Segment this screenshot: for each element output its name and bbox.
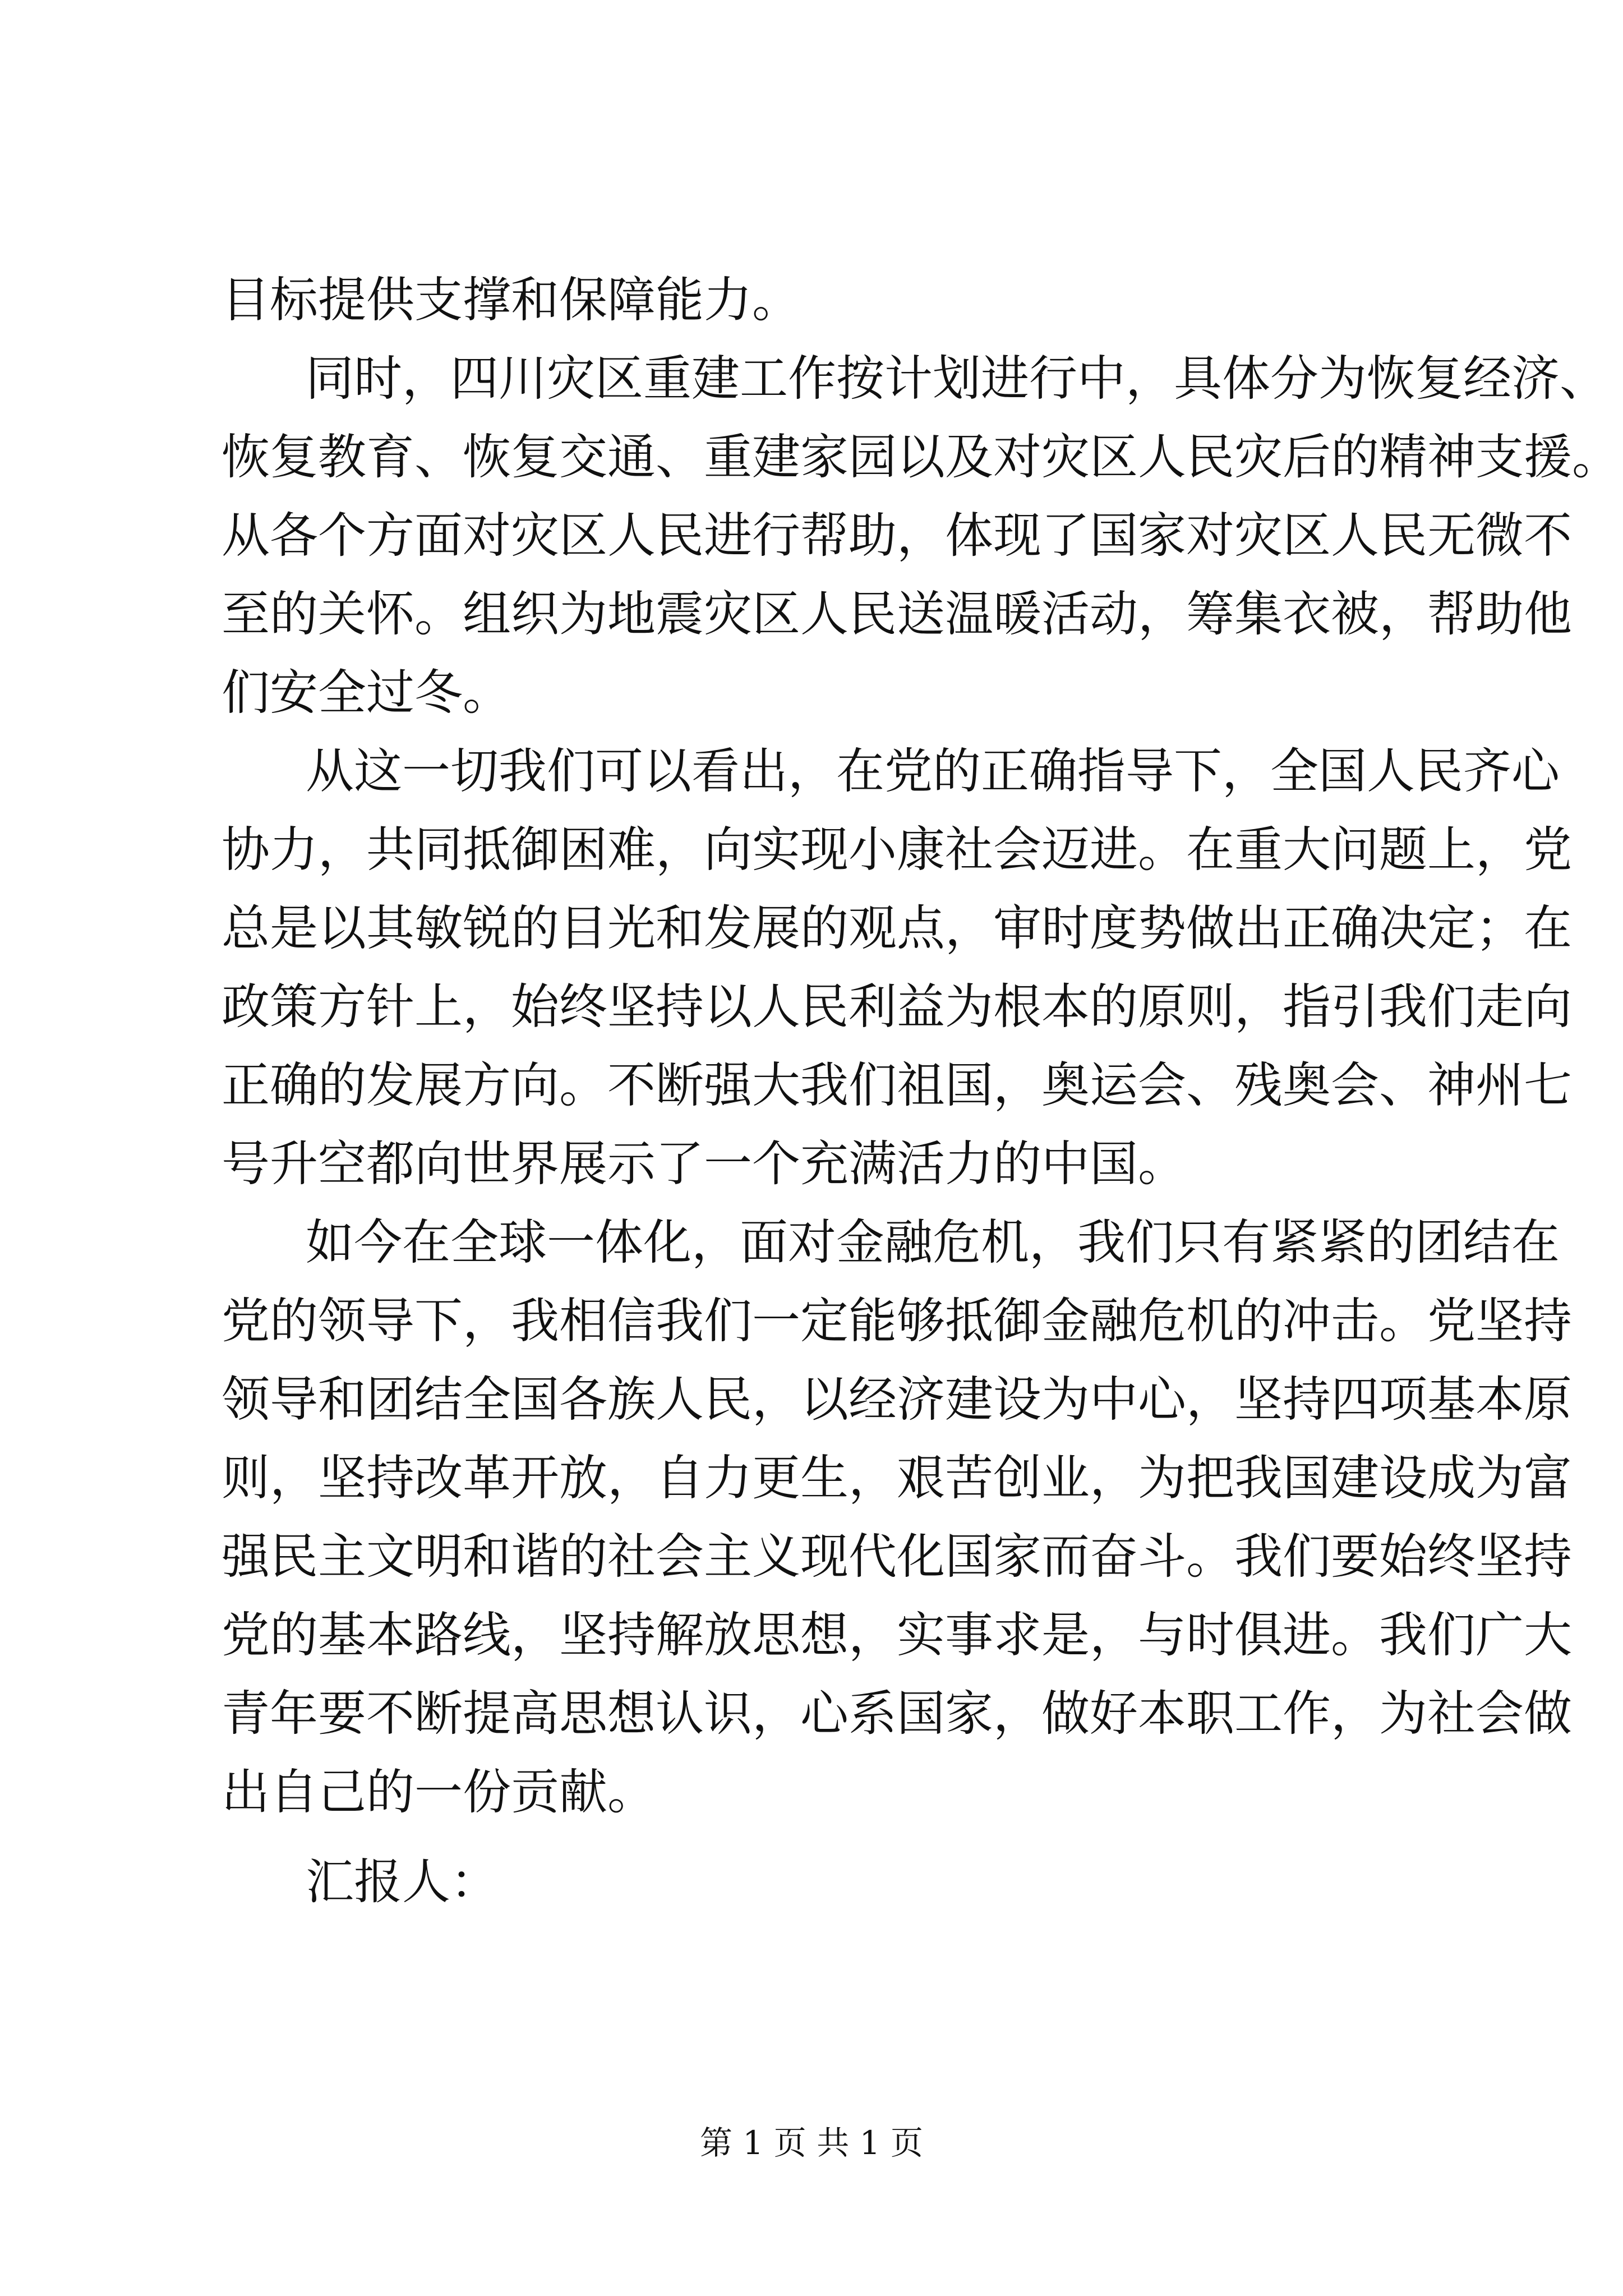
text-line-16: 则，坚持改革开放，自力更生，艰苦创业，为把我国建设成为富 <box>222 1450 1572 1506</box>
text-line-11: 正确的发展方向。不断强大我们祖国，奥运会、残奥会、神州七 <box>222 1057 1572 1114</box>
text-line-17: 强民主文明和谐的社会主义现代化国家而奋斗。我们要始终坚持 <box>222 1529 1572 1585</box>
text-line-14: 党的领导下，我相信我们一定能够抵御金融危机的冲击。党坚持 <box>222 1293 1572 1349</box>
text-line-12: 号升空都向世界展示了一个充满活力的中国。 <box>222 1136 1186 1192</box>
text-line-4: 从各个方面对灾区人民进行帮助，体现了国家对灾区人民无微不 <box>222 508 1572 564</box>
text-line-20: 出自己的一份贡献。 <box>222 1764 656 1820</box>
text-line-1: 目标提供支撑和保障能力。 <box>222 272 800 328</box>
text-line-19: 青年要不断提高思想认识，心系国家，做好本职工作，为社会做 <box>222 1686 1572 1742</box>
text-line-5: 至的关怀。组织为地震灾区人民送温暖活动，筹集衣被，帮助他 <box>222 586 1572 642</box>
text-line-18: 党的基本路线，坚持解放思想，实事求是，与时俱进。我们广大 <box>222 1607 1572 1663</box>
text-line-7: 从这一切我们可以看出，在党的正确指导下，全国人民齐心 <box>306 743 1560 799</box>
text-line-13: 如今在全球一体化，面对金融危机，我们只有紧紧的团结在 <box>306 1214 1560 1271</box>
text-line-15: 领导和团结全国各族人民，以经济建设为中心，坚持四项基本原 <box>222 1372 1572 1428</box>
text-line-6: 们安全过冬。 <box>222 665 511 721</box>
page-number-footer: 第 1 页 共 1 页 <box>700 2124 923 2162</box>
text-line-10: 政策方针上，始终坚持以人民利益为根本的原则，指引我们走向 <box>222 979 1572 1035</box>
text-line-8: 协力，共同抵御困难，向实现小康社会迈进。在重大问题上，党 <box>222 822 1572 878</box>
reporter-label: 汇报人： <box>306 1854 499 1910</box>
text-line-3: 恢复教育、恢复交通、重建家园以及对灾区人民灾后的精神支援。 <box>222 429 1620 485</box>
text-line-9: 总是以其敏锐的目光和发展的观点，审时度势做出正确决定；在 <box>222 900 1572 956</box>
text-line-2: 同时，四川灾区重建工作按计划进行中，具体分为恢复经济、 <box>306 351 1608 407</box>
